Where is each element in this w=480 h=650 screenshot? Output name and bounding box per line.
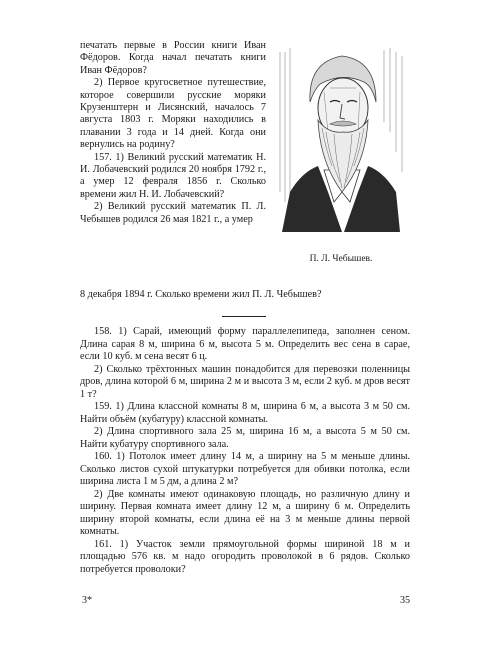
section-divider bbox=[222, 316, 266, 317]
problem-157-part2: 2) Великий русский математик П. Л. Чебышев родился 26 мая 1821 г., а умер bbox=[80, 201, 266, 225]
left-column-text bbox=[80, 40, 266, 226]
book-page bbox=[80, 40, 410, 620]
problem-159-2: 2) Длина спортивного зала 25 м, ширина 16 м, а высота 5 м 50 см. Найти кубатуру спортивного зала. bbox=[80, 426, 410, 450]
problem-159-1: 159. 1) Длина классной комнаты 8 м, ширина 6 м, а высота 3 м 50 см. Найти объём (кубатуру) классной комнаты. bbox=[80, 401, 410, 425]
chebyshev-question-line bbox=[80, 289, 410, 301]
problem-160-1: 160. 1) Потолок имеет длину 14 м, а ширину на 5 м меньше длины. Сколько листов сухой штукатурки потребуется для обивки потолка, если ширина листа 1 м 5 дм, а длина 2 м? bbox=[80, 451, 410, 487]
problem-161-1: 161. 1) Участок земли прямоугольной формы шириной 18 м и площадью 576 кв. м надо огородить проволокой в 6 рядов. Сколько потребуется проволоки? bbox=[80, 538, 410, 575]
problem-158-1: 158. 1) Сарай, имеющий форму параллелепипеда, заполнен сеном. Длина сарая 8 м, ширина 6 м, высота 5 м. Определить вес сена в сарае, если 10 куб. м сена весят 6 ц. bbox=[80, 326, 410, 362]
portrait-caption: П. Л. Чебышев. bbox=[309, 254, 373, 264]
paragraph-fedorov: печатать первые в России книги Иван Фёдоров. Когда начал печатать книги Иван Фёдоров? bbox=[80, 40, 266, 76]
chebyshev-portrait bbox=[272, 42, 410, 232]
problems-list bbox=[80, 326, 410, 576]
signature-mark: 3* bbox=[82, 595, 92, 606]
page-number: 35 bbox=[400, 595, 410, 606]
wide-line: 8 декабря 1894 г. Сколько времени жил П. Л. Чебышев? bbox=[80, 289, 322, 300]
top-section bbox=[80, 40, 410, 308]
paragraph-voyage: 2) Первое кругосветное путешествие, которое совершили русские моряки Крузенштерн и Лисянский, началось 7 августа 1803 г. Моряки находились в плавании 3 года и 14 дней. Когда они вернулись на родину? bbox=[80, 77, 266, 151]
problem-160-2: 2) Две комнаты имеют одинаковую площадь, но различную длину и ширину. Первая комната имеет длину 12 м, а ширину 6 м. Определить ширину второй комнаты, если длина её на 3 м меньше длины первой комнаты. bbox=[80, 488, 410, 537]
problem-157-part1: 157. 1) Великий русский математик Н. И. Лобачевский родился 20 ноября 1792 г., а умер 12 февраля 1856 г. Сколько времени жил Н. И. Лобачевский? bbox=[80, 151, 266, 200]
problem-158-2: 2) Сколько трёхтонных машин понадобится для перевозки поленницы дров, длина которой 6 м, ширина 2 м и высота 3 м, если 2 куб. м дров весят 1 т? bbox=[80, 363, 410, 400]
